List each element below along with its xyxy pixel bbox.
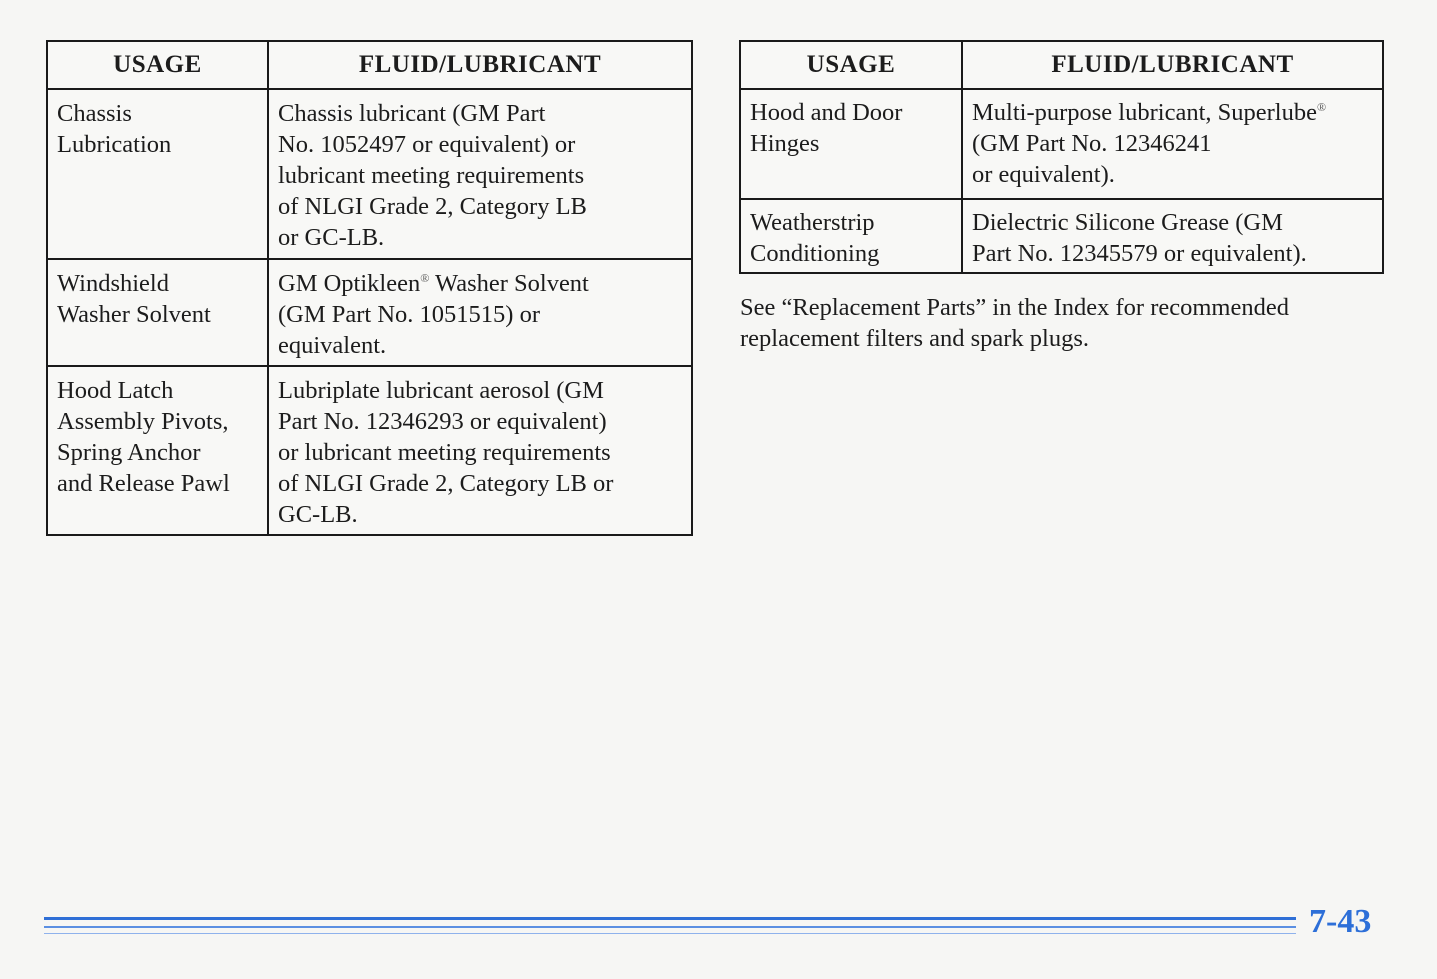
fluid-lubricant-header: FLUID/LUBRICANT (962, 41, 1383, 89)
table-row (47, 366, 692, 535)
page-number: 7-43 (1309, 903, 1372, 940)
footer-rule (44, 917, 1296, 920)
footer-rule-tertiary (44, 933, 1296, 934)
fluid-cell: Lubriplate lubricant aerosol (GM Part No. 12346293 or equivalent) or lubricant meeting requirements of NLGI Grade 2, Category LB or GC-LB. (268, 366, 692, 535)
table-row (47, 89, 692, 259)
table-header-row (740, 41, 1383, 89)
usage-cell: Hood Latch Assembly Pivots, Spring Anchor and Release Pawl (47, 366, 268, 535)
left-lubricant-table (46, 40, 693, 536)
usage-header: USAGE (47, 41, 268, 89)
fluid-cell: Chassis lubricant (GM Part No. 1052497 or equivalent) or lubricant meeting requirements of NLGI Grade 2, Category LB or GC-LB. (268, 89, 692, 259)
table-header-row (47, 41, 692, 89)
usage-cell: Weatherstrip Conditioning (740, 199, 962, 273)
table-row (740, 199, 1383, 273)
fluid-text-start: GM Optikleen (278, 270, 421, 297)
usage-header: USAGE (740, 41, 962, 89)
footer-rule-secondary (44, 926, 1296, 928)
fluid-text-end: (GM Part No. 12346241 or equivalent). (972, 130, 1212, 188)
table-row (740, 89, 1383, 199)
fluid-lubricant-header: FLUID/LUBRICANT (268, 41, 692, 89)
fluid-text-end: Washer Solvent (GM Part No. 1051515) or equivalent. (278, 270, 589, 359)
registered-mark: ® (1316, 99, 1327, 114)
fluid-text-start: Multi-purpose lubricant, Superlube (972, 99, 1317, 126)
table-row (47, 259, 692, 366)
fluid-cell (962, 89, 1383, 199)
right-lubricant-table (739, 40, 1384, 274)
replacement-parts-note: See “Replacement Parts” in the Index for recommended replacement filters and spark plugs. (740, 294, 1289, 352)
fluid-cell: Dielectric Silicone Grease (GM Part No. 12345579 or equivalent). (962, 199, 1383, 273)
usage-cell: Hood and Door Hinges (740, 89, 962, 199)
usage-cell: Windshield Washer Solvent (47, 259, 268, 366)
registered-mark: ® (420, 270, 430, 285)
fluid-cell (268, 259, 692, 366)
usage-cell: Chassis Lubrication (47, 89, 268, 259)
